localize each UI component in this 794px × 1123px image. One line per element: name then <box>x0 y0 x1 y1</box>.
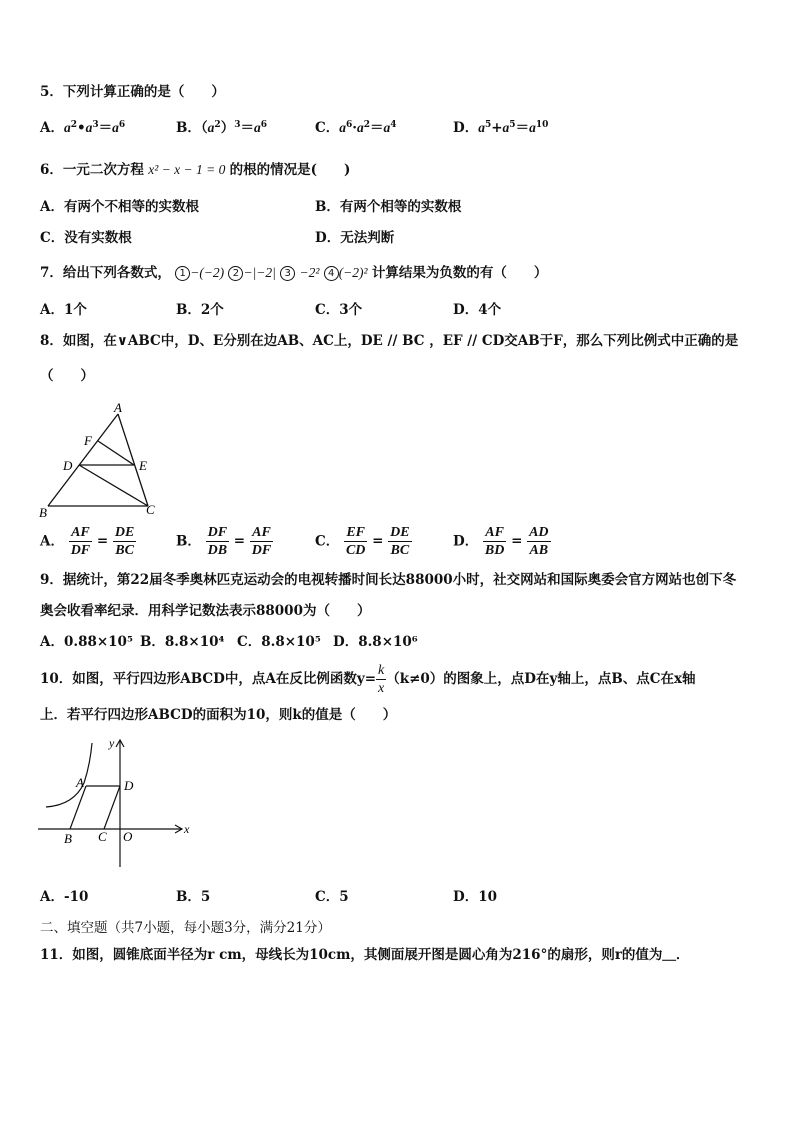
q9-option-a: A．0.88×10⁵ <box>40 634 133 650</box>
q6-option-c: C．没有实数根 <box>40 230 132 246</box>
hyperbola-curve <box>46 743 92 807</box>
q10-option-a: A．-10 <box>40 889 89 905</box>
q8-option-b: B． $\frac{DF}{DB}$ = $\frac{AF}{DF}$ <box>176 525 272 558</box>
q5-option-a: A．$a^2•a^3=a^6$ <box>40 120 126 136</box>
q9-line2: 奥会收看率纪录．用科学记数法表示88000为（ ） <box>40 603 371 619</box>
q7-stem: 7．给出下列各数式， 1 −(−2) 2 −|−2| 3 −2² 4 (−2)² 计算结果为负数的有（ ） <box>40 265 548 281</box>
q6-option-d: D．无法判断 <box>315 230 395 246</box>
q6-option-b: B．有两个相等的实数根 <box>315 199 462 215</box>
label-c: C <box>146 502 155 517</box>
label-a: A <box>76 775 84 790</box>
side-dc <box>104 786 120 829</box>
q5-option-c: C．$a^6\cdot a^2=a^4$ <box>315 120 397 136</box>
label-d: D <box>63 458 73 473</box>
side-ab <box>48 414 118 506</box>
q5-stem: 5．下列计算正确的是（ ） <box>40 84 225 100</box>
q9-option-c: C．8.8×10⁵ <box>237 634 321 650</box>
q10-line2: 上．若平行四边形ABCD的面积为10，则k的值是（ ） <box>40 707 397 723</box>
q7-option-b: B．2个 <box>176 302 224 318</box>
q9-line1: 9．据统计，第22届冬季奥林匹克运动会的电视转播时间长达88000小时，社交网站和国际奥委会官方网站也创下冬 <box>40 572 737 588</box>
circled-4: 4 <box>324 266 339 281</box>
q11-stem: 11．如图，圆锥底面半径为r cm，母线长为10cm，其侧面展开图是圆心角为216°的扇形，则r的值为＿． <box>40 947 690 963</box>
label-d: D <box>124 778 134 793</box>
label-x: x <box>184 822 190 836</box>
circled-1: 1 <box>175 266 190 281</box>
q10-line1: 10．如图，平行四边形ABCD中，点A在反比例函数y= $\frac{k}{x}$ （k≠0）的图象上，点D在y轴上，点B、点C在x轴 <box>40 663 696 696</box>
segment-dc <box>79 465 148 506</box>
circled-2: 2 <box>228 266 243 281</box>
q8-option-c: C． $\frac{EF}{CD}$ = $\frac{DE}{BC}$ <box>315 525 410 558</box>
q8-option-a: A． $\frac{AF}{DF}$ = $\frac{DE}{BC}$ <box>40 525 135 558</box>
q10-option-b: B．5 <box>176 889 211 905</box>
q10-option-c: C．5 <box>315 889 349 905</box>
q8-stem: 8．如图，在∨ABC中，D、E分别在边AB、AC上，DE // BC ，EF // CD交AB于F，那么下列比例式中正确的是 <box>40 333 739 349</box>
q7-option-a: A．1个 <box>40 302 87 318</box>
label-o: O <box>123 829 133 844</box>
label-c: C <box>98 829 107 844</box>
label-f: F <box>84 433 92 448</box>
q7-option-d: D．4个 <box>453 302 502 318</box>
label-a: A <box>114 400 122 415</box>
q8-paren: （ ） <box>40 368 94 384</box>
q9-option-b: B．8.8×10⁴ <box>140 634 225 650</box>
q5-option-d: D．$a^5+a^5=a^{10}$ <box>453 120 549 136</box>
q6-stem: 6．一元二次方程 x² − x − 1 = 0 的根的情况是( ) <box>40 162 351 178</box>
label-b: B <box>64 831 72 846</box>
q6-option-a: A．有两个不相等的实数根 <box>40 199 199 215</box>
q5-option-b: B．$(a^2)^3=a^6$ <box>176 120 267 136</box>
section-2-heading: 二、填空题（共7小题，每小题3分，满分21分） <box>40 920 331 936</box>
q10-option-d: D．10 <box>453 889 497 905</box>
label-y: y <box>109 736 115 750</box>
parallelogram-figure <box>34 735 194 870</box>
q9-option-d: D．8.8×10⁶ <box>333 634 418 650</box>
circled-3: 3 <box>280 266 295 281</box>
q7-option-c: C．3个 <box>315 302 363 318</box>
label-e: E <box>139 458 147 473</box>
triangle-figure <box>36 398 166 520</box>
label-b: B <box>39 505 47 520</box>
q8-option-d: D． $\frac{AF}{BD}$ = $\frac{AD}{AB}$ <box>453 525 549 558</box>
